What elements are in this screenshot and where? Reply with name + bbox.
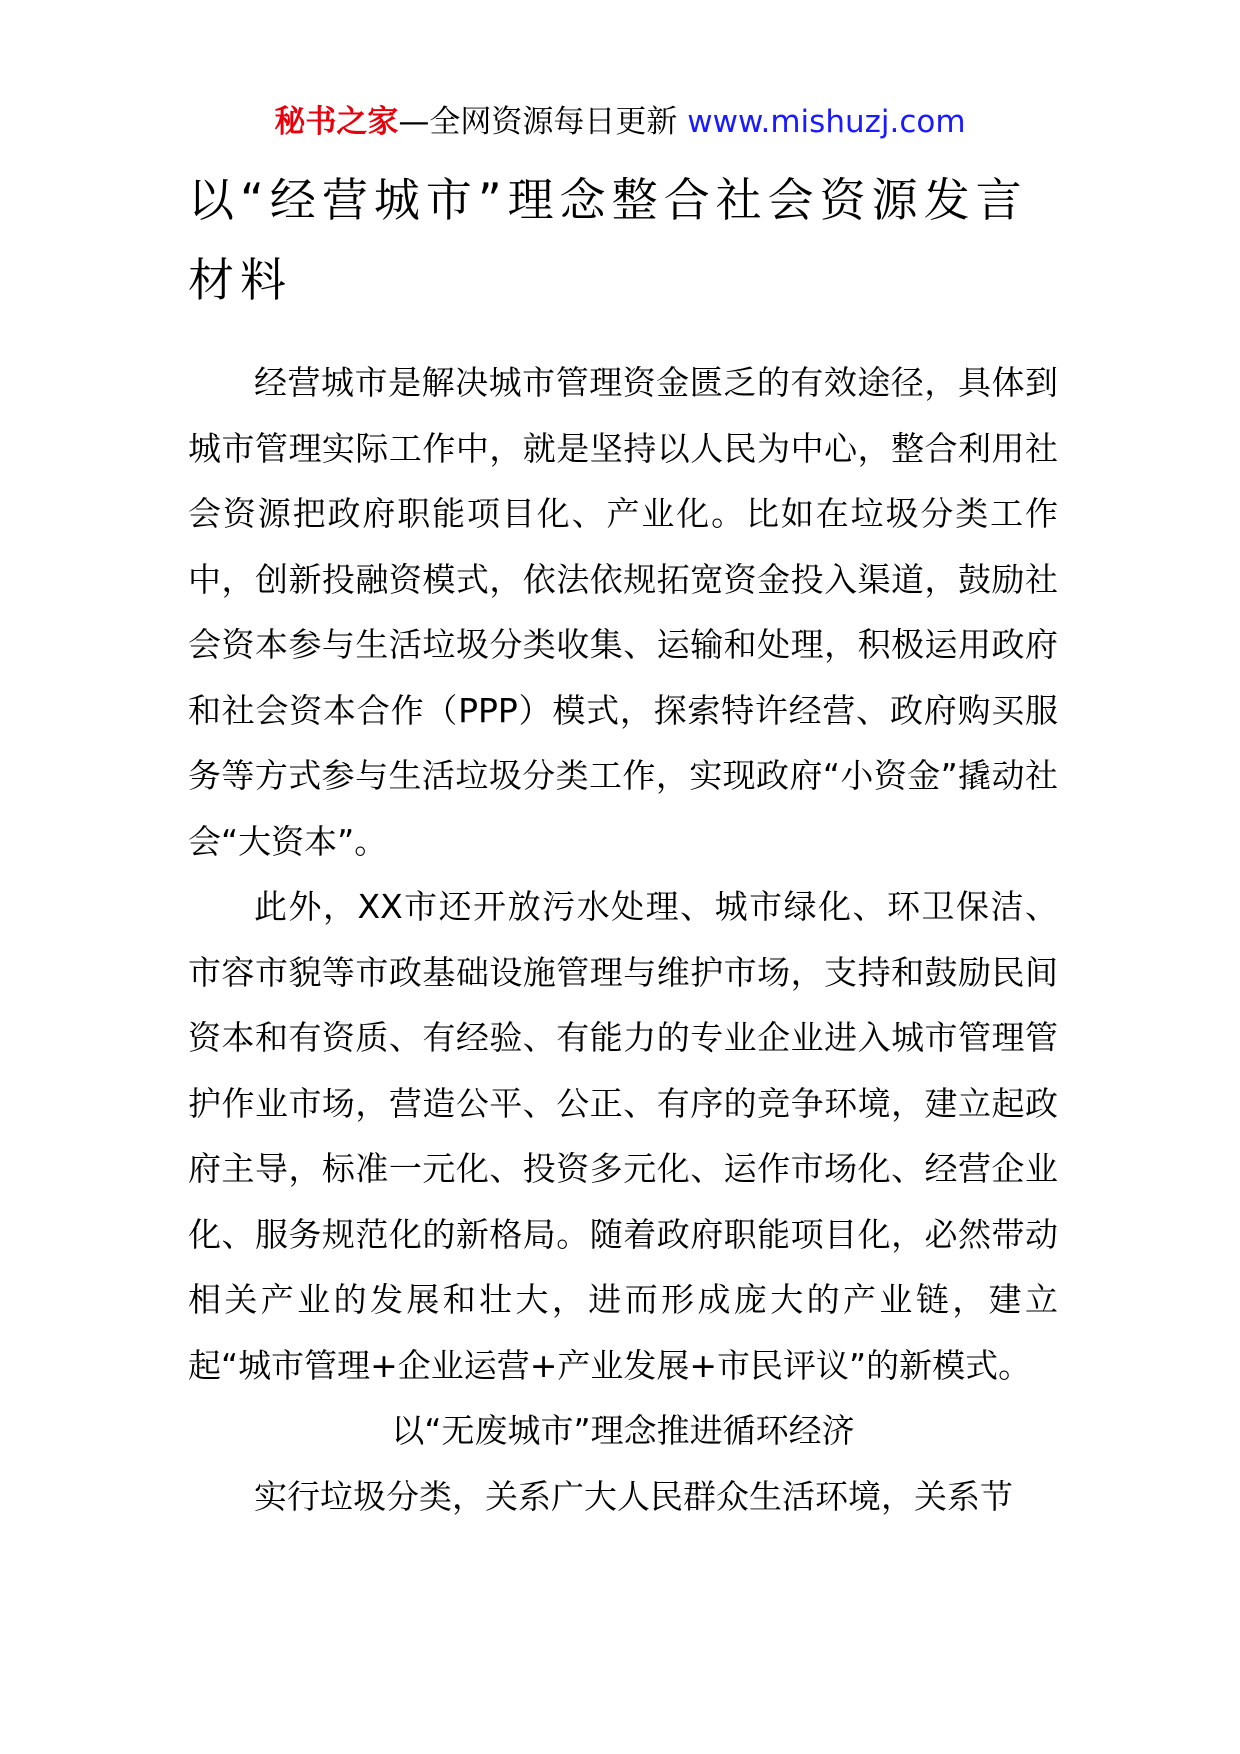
brand-name: 秘书之家	[274, 104, 399, 140]
body-paragraph-2: 此外，XX市还开放污水处理、城市绿化、环卫保洁、市容市貌等市政基础设施管理与维护市场，支持和鼓励民间资本和有资质、有经验、有能力的专业企业进入城市管理管护作业市场，营造公平、公正、有序的竞争环境，建立起政府主导，标准一元化、投资多元化、运作市场化、经营企业化、服务规范化的新格局。随着政府职能项目化，必然带动相关产业的发展和壮大，进而形成庞大的产业链，建立起“城市管理+企业运营+产业发展+市民评议”的新模式。	[188, 887, 1058, 1385]
body-paragraph-3: 实行垃圾分类，关系广大人民群众生活环境，关系节	[254, 1476, 1013, 1516]
section-subheading: 以“无废城市”理念推进循环经济	[391, 1411, 855, 1450]
body-paragraph-1: 经营城市是解决城市管理资金匮乏的有效途径，具体到城市管理实际工作中，就是坚持以人民为中心，整合利用社会资源把政府职能项目化、产业化。比如在垃圾分类工作中，创新投融资模式，依法依规拓宽资金投入渠道，鼓励社会资本参与生活垃圾分类收集、运输和处理，积极运用政府和社会资本合作（PPP）模式，探索特许经营、政府购买服务等方式参与生活垃圾分类工作，实现政府“小资金”撬动社会“大资本”。	[188, 363, 1058, 861]
document-title: 以“经营城市”理念整合社会资源发言材料	[188, 173, 1028, 307]
document-body	[188, 350, 1058, 1529]
site-url-link[interactable]: www.mishuzj.com	[687, 104, 966, 140]
header-tagline: —全网资源每日更新	[398, 104, 678, 140]
site-header	[0, 102, 1240, 142]
